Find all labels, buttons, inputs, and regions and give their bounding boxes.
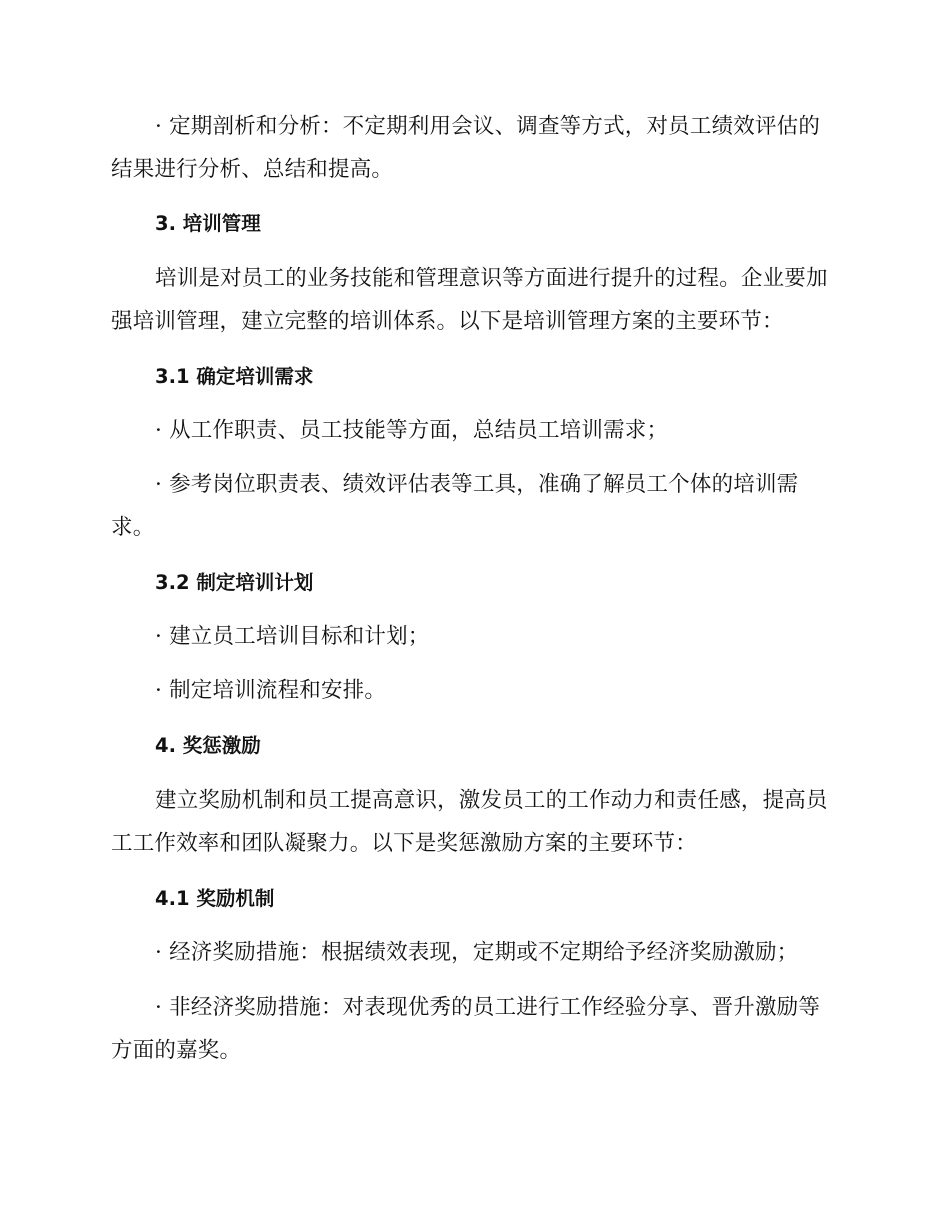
body-line: 求。 bbox=[111, 515, 155, 540]
bullet-line: · 从工作职责、员工技能等方面，总结员工培训需求； bbox=[155, 418, 669, 443]
bullet-line: · 参考岗位职责表、绩效评估表等工具，准确了解员工个体的培训需 bbox=[155, 472, 799, 497]
body-line: 建立奖励机制和员工提高意识，激发员工的工作动力和责任感，提高员 bbox=[155, 788, 828, 813]
body-line: 工工作效率和团队凝聚力。以下是奖惩激励方案的主要环节： bbox=[111, 831, 697, 856]
bullet-line: · 经济奖励措施：根据绩效表现，定期或不定期给予经济奖励激励； bbox=[155, 940, 799, 965]
body-line: 培训是对员工的业务技能和管理意识等方面进行提升的过程。企业要加 bbox=[155, 266, 828, 291]
section-heading: 3. 培训管理 bbox=[155, 212, 261, 235]
body-line: 方面的嘉奖。 bbox=[111, 1038, 242, 1063]
section-heading: 4. 奖惩激励 bbox=[155, 734, 261, 757]
bullet-line: · 非经济奖励措施：对表现优秀的员工进行工作经验分享、晋升激励等 bbox=[155, 995, 821, 1020]
bullet-line: · 建立员工培训目标和计划； bbox=[155, 624, 430, 649]
body-line: 结果进行分析、总结和提高。 bbox=[111, 157, 394, 182]
subsection-heading: 3.1 确定培训需求 bbox=[155, 365, 314, 388]
body-line: · 定期剖析和分析：不定期利用会议、调查等方式，对员工绩效评估的 bbox=[155, 114, 821, 139]
bullet-line: · 制定培训流程和安排。 bbox=[155, 678, 387, 703]
subsection-heading: 3.2 制定培训计划 bbox=[155, 571, 314, 594]
body-line: 强培训管理，建立完整的培训体系。以下是培训管理方案的主要环节： bbox=[111, 309, 784, 334]
subsection-heading: 4.1 奖励机制 bbox=[155, 887, 275, 910]
